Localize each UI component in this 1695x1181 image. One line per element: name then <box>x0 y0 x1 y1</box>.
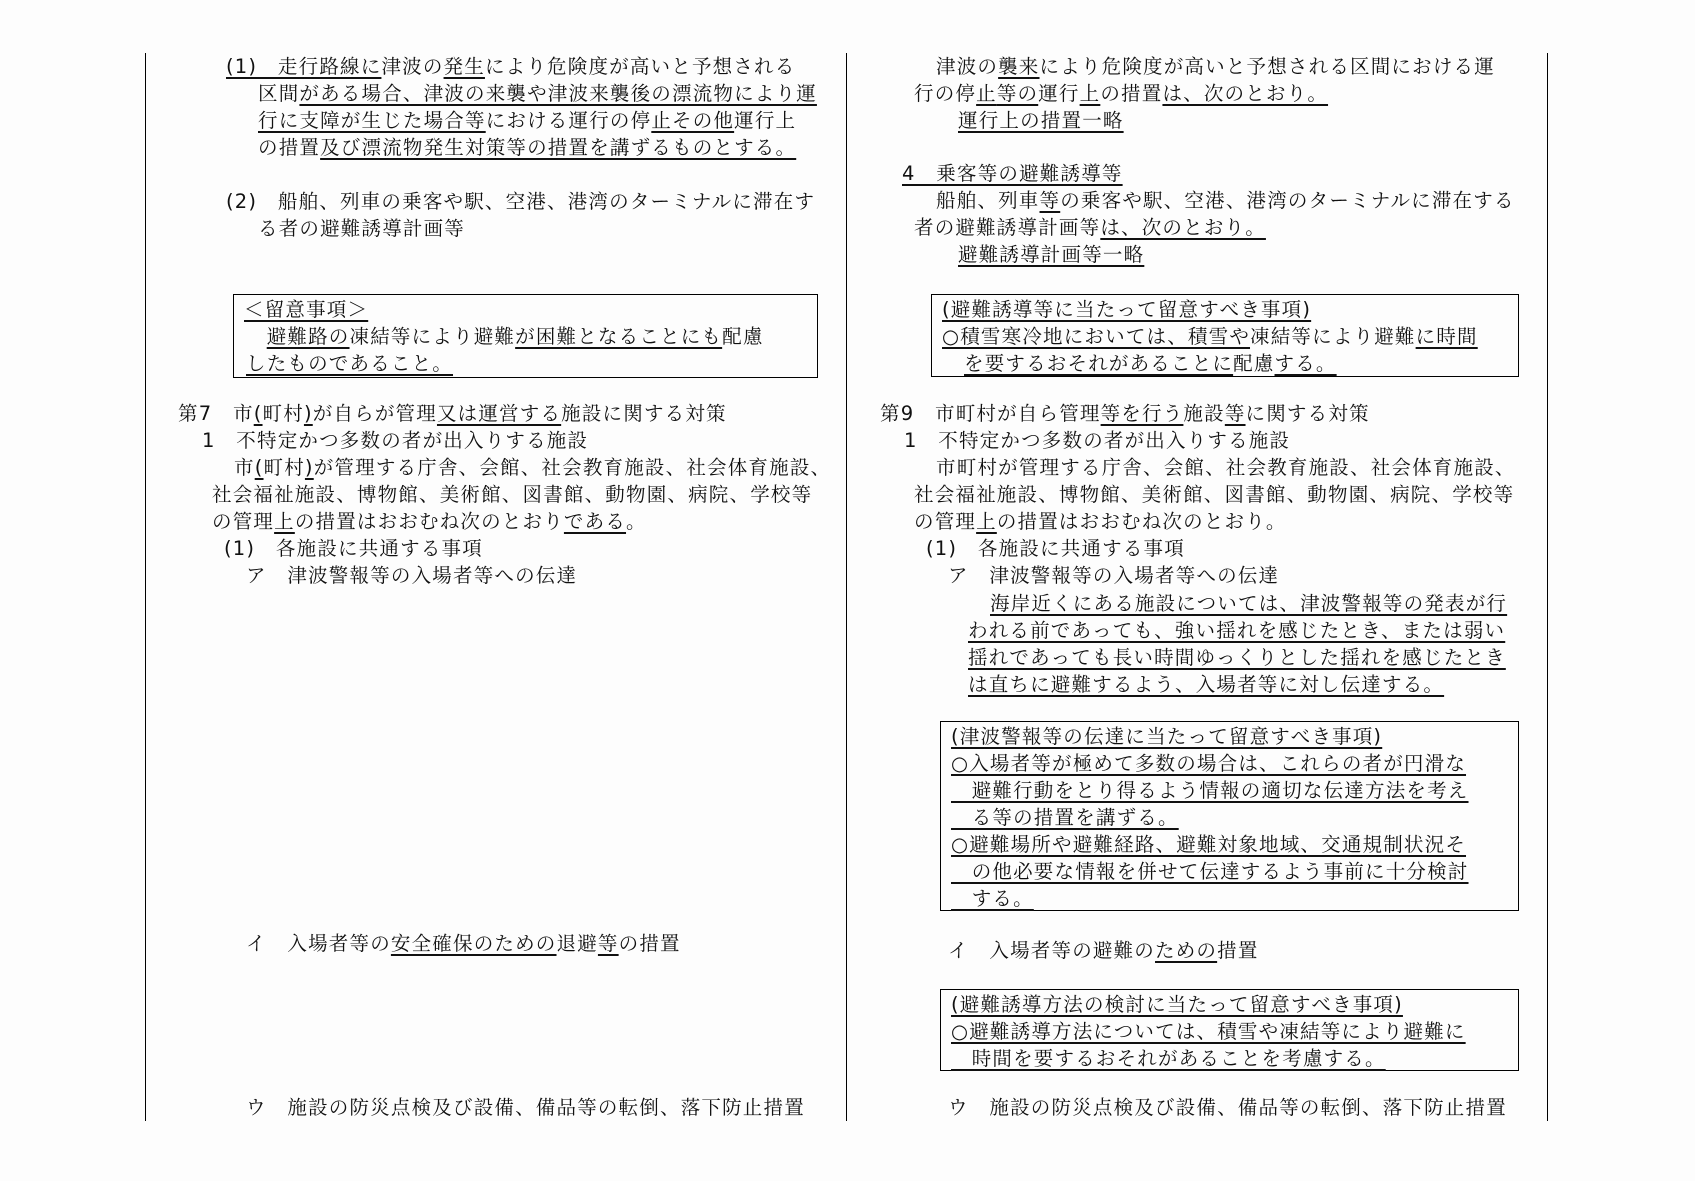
right-item-a-body: は直ちに避難するよう、入場者等に対し伝達する。 <box>968 673 1445 696</box>
text-segment: の管理 <box>914 510 977 533</box>
right-item-1: (1) 各施設に共通する事項 <box>926 537 1185 560</box>
right-p1-line <box>914 80 1328 107</box>
right-note2-line: の他必要な情報を併せて伝達するよう事前に十分検討 <box>951 860 1469 883</box>
text-segment: 運行上 <box>734 109 797 132</box>
text-segment: に関する対策 <box>1245 402 1370 425</box>
left-p1-line <box>258 107 796 134</box>
underlined-text: 及び漂流物発生対策等の措置を講ずるものとする。 <box>320 136 797 159</box>
right-note2-title: (津波警報等の伝達に当たって留意すべき事項) <box>951 725 1383 748</box>
right-note2-line: 避難行動をとり得るよう情報の適切な伝達方法を考え <box>951 779 1469 802</box>
right-note2-line: ○入場者等が極めて多数の場合は、これらの者が円滑な <box>951 752 1467 775</box>
right-note2-line: する。 <box>951 887 1034 910</box>
left-item-u: ウ 施設の防災点検及び設備、備品等の転倒、落下防止措置 <box>246 1096 805 1119</box>
text-segment: の措置 <box>618 932 681 955</box>
text-segment: の措置 <box>258 136 321 159</box>
underlined-text: 行に支障が生じた場合等 <box>258 109 486 132</box>
right-s4-line <box>958 241 1144 268</box>
left-p1-line <box>226 53 795 80</box>
underlined-text: 上 <box>976 510 997 533</box>
left-body-line <box>212 508 647 535</box>
text-segment: 。 <box>626 510 647 533</box>
underlined-text: する。 <box>1274 352 1337 375</box>
right-item-a-body: 海岸近くにある施設については、津波警報等の発表が行 <box>990 592 1508 615</box>
underlined-text: 襲来 <box>998 55 1040 78</box>
underlined-text: ○積雪寒冷地においては、積雪や <box>942 325 1251 348</box>
underlined-text: 等 <box>1039 189 1061 212</box>
text-segment: 凍結等により避難 <box>349 325 516 348</box>
text-segment: の措置はおおむね次のとおり <box>294 510 564 533</box>
left-subsection-title: 1 不特定かつ多数の者が出入りする施設 <box>202 429 589 452</box>
left-item-1: (1) 各施設に共通する事項 <box>224 537 483 560</box>
text-segment: の管理 <box>212 510 275 533</box>
underlined-text: に時間 <box>1415 325 1478 348</box>
left-body-line: 社会福祉施設、博物館、美術館、図書館、動物園、病院、学校等 <box>212 483 813 506</box>
text-segment: における運行の停 <box>485 109 652 132</box>
right-subsection-title: 1 不特定かつ多数の者が出入りする施設 <box>904 429 1291 452</box>
text-segment: 凍結等により避難 <box>1250 325 1416 348</box>
underlined-text: 発生 <box>443 55 485 78</box>
underlined-text: は、次のとおり。 <box>1100 216 1266 239</box>
right-section-title <box>880 400 1370 427</box>
right-note3-line: 時間を要するおそれがあることを考慮する。 <box>951 1047 1386 1070</box>
right-note2-line: る等の措置を講ずる。 <box>951 806 1179 829</box>
text-segment: の措置はおおむね次のとおり。 <box>996 510 1287 533</box>
text-segment: 津波の <box>936 55 999 78</box>
right-note1-line <box>964 350 1337 377</box>
text-segment: 行の停 <box>914 82 977 105</box>
left-border <box>145 53 146 1121</box>
right-item-a: ア 津波警報等の入場者等への伝達 <box>948 564 1280 587</box>
text-segment: の措置 <box>1100 82 1163 105</box>
underlined-text: が困難となることにも <box>515 325 723 348</box>
right-item-u: ウ 施設の防災点検及び設備、備品等の転倒、落下防止措置 <box>948 1096 1507 1119</box>
underlined-text: 安全確保のための <box>390 932 557 955</box>
text-segment: 配慮 <box>722 325 764 348</box>
left-p2-line: る者の避難誘導計画等 <box>258 217 466 240</box>
left-p1-line <box>258 134 796 161</box>
text-segment: 運行 <box>1038 82 1080 105</box>
underlined-text: 止その他 <box>651 109 735 132</box>
text-segment: 配慮 <box>1233 352 1275 375</box>
text-segment: 退避 <box>556 932 598 955</box>
text-segment: 者の避難誘導計画等 <box>914 216 1101 239</box>
right-body-line: 市町村が管理する庁舎、会館、社会教育施設、社会体育施設、 <box>936 456 1516 479</box>
underlined-text: ) <box>304 456 314 479</box>
underlined-text: 上 <box>274 510 295 533</box>
underlined-text: ( <box>254 456 264 479</box>
text-segment: 施設に関する対策 <box>561 402 727 425</box>
text-segment: 施設 <box>1183 402 1225 425</box>
left-item-i <box>246 930 681 957</box>
text-segment: 津波の <box>381 55 444 78</box>
underlined-text: ) <box>303 402 313 425</box>
text-segment: 町村 <box>263 456 305 479</box>
right-note1-title: (避難誘導等に当たって留意すべき事項) <box>942 298 1312 321</box>
right-p1-line <box>936 53 1495 80</box>
underlined-text: は、次のとおり。 <box>1162 82 1329 105</box>
text-segment: が管理する庁舎、会館、社会教育施設、社会体育施設、 <box>313 456 832 479</box>
right-item-i <box>948 937 1259 964</box>
underlined-text: である <box>563 510 627 533</box>
right-note3-title: (避難誘導方法の検討に当たって留意すべき事項) <box>951 993 1403 1016</box>
left-p1-line <box>258 80 817 107</box>
underlined-text: 避難誘導計画等一略 <box>958 243 1145 266</box>
text-segment: 船舶、列車 <box>936 189 1040 212</box>
column-divider <box>846 53 847 1121</box>
underlined-text: 運行上の措置一略 <box>958 109 1124 132</box>
underlined-text: 又は運営する <box>436 402 562 425</box>
text-segment: 市 <box>234 456 255 479</box>
underlined-text: を要するおそれがあることに <box>964 352 1234 375</box>
text-segment: により危険度が高いと予想される <box>484 55 796 78</box>
right-body-line <box>914 508 1287 535</box>
right-border <box>1547 53 1548 1121</box>
text-segment: の乗客や駅、空港、港湾のターミナルに滞在する <box>1060 189 1515 212</box>
right-note2-line: ○避難場所や避難経路、避難対象地域、交通規制状況そ <box>951 833 1467 856</box>
text-segment <box>246 325 267 348</box>
right-note1-line <box>942 323 1478 350</box>
text-segment: 措置 <box>1217 939 1259 962</box>
left-section-title <box>178 400 727 427</box>
underlined-text: 等 <box>597 932 619 955</box>
text-segment: 第9 市町村が自ら管理 <box>880 402 1101 425</box>
right-note3-line: ○避難誘導方法については、積雪や凍結等により避難に <box>951 1020 1466 1043</box>
right-item-a-body: 揺れであっても長い時間ゆっくりとした揺れを感じたとき <box>968 646 1506 669</box>
text-segment: により危険度が高いと予想される区間における運 <box>1039 55 1495 78</box>
underlined-text: 等 <box>1224 402 1246 425</box>
right-item-a-body: われる前であっても、強い揺れを感じたとき、または弱い <box>968 619 1506 642</box>
left-item-a: ア 津波警報等の入場者等への伝達 <box>246 564 578 587</box>
text-segment: が自らが管理 <box>312 402 437 425</box>
underlined-text: 等を行う <box>1100 402 1184 425</box>
text-segment: 町村 <box>262 402 304 425</box>
underlined-text: 止 <box>976 82 997 105</box>
underlined-text: ための <box>1155 939 1218 962</box>
underlined-text: (1) 走行路線に <box>226 55 382 78</box>
underlined-text: 避難路の <box>266 325 350 348</box>
left-note-title: ＜留意事項＞ <box>244 298 369 321</box>
right-p1-line <box>958 107 1124 134</box>
underlined-text: がある場合、津波の来襲や津波来襲後の漂流物により運 <box>299 82 817 105</box>
right-s4-line <box>914 214 1266 241</box>
right-section-4-title: 4 乗客等の避難誘導等 <box>902 162 1123 185</box>
left-note-line: したものであること。 <box>246 352 454 375</box>
right-body-line: 社会福祉施設、博物館、美術館、図書館、動物園、病院、学校等 <box>914 483 1515 506</box>
text-segment: イ 入場者等の <box>246 932 391 955</box>
underlined-text: ( <box>253 402 263 425</box>
left-body-line <box>234 454 831 481</box>
left-note-line <box>246 323 764 350</box>
text-segment: 区間 <box>258 82 300 105</box>
underlined-text: 等の <box>996 82 1039 105</box>
left-p2-line: (2) 船舶、列車の乗客や駅、空港、港湾のターミナルに滞在す <box>226 190 816 213</box>
text-segment: イ 入場者等の避難の <box>948 939 1156 962</box>
underlined-text: 上 <box>1079 82 1101 105</box>
right-s4-line <box>936 187 1515 214</box>
text-segment: 第7 市 <box>178 402 254 425</box>
